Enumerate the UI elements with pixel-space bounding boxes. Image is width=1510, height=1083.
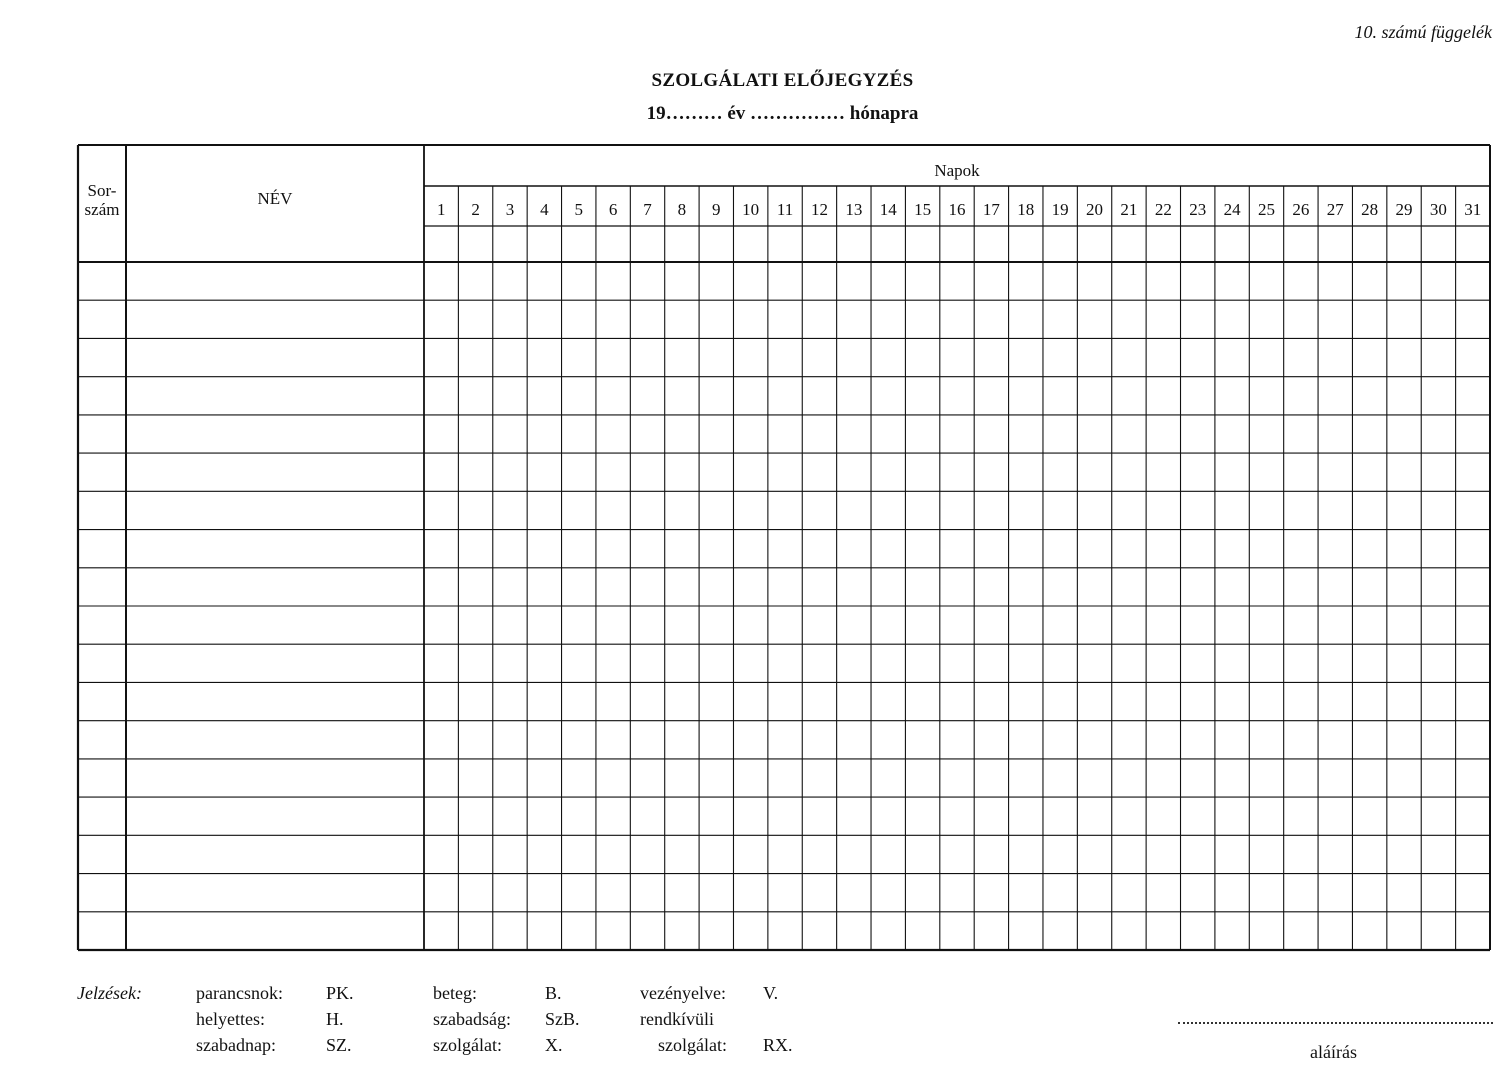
legend-item-sick-code: B. bbox=[545, 983, 562, 1003]
legend-item-extra-service-code: RX. bbox=[763, 1035, 793, 1055]
signature-line[interactable] bbox=[1178, 1022, 1493, 1024]
legend-item-deputy-code: H. bbox=[326, 1009, 344, 1029]
sorszam-header-line1: Sor- bbox=[87, 181, 117, 200]
legend-item-service-text: szolgálat: bbox=[433, 1035, 502, 1055]
day-number-label: 29 bbox=[1395, 200, 1413, 219]
day-number-label: 20 bbox=[1086, 200, 1104, 219]
form-title: SZOLGÁLATI ELŐJEGYZÉS bbox=[651, 70, 914, 91]
day-number-label: 27 bbox=[1326, 200, 1344, 219]
day-number-label: 18 bbox=[1017, 200, 1035, 219]
napok-header: Napok bbox=[934, 161, 980, 180]
legend-item-service-code: X. bbox=[545, 1035, 563, 1055]
day-number-label: 26 bbox=[1292, 200, 1310, 219]
day-number-label: 30 bbox=[1429, 200, 1447, 219]
legend-label: Jelzések: bbox=[77, 983, 142, 1003]
day-number-label: 19 bbox=[1051, 200, 1069, 219]
legend-item-extra-text: rendkívüli bbox=[640, 1009, 714, 1029]
legend-item-deputy-text: helyettes: bbox=[196, 1009, 265, 1029]
name-header: NÉV bbox=[257, 189, 293, 208]
day-number-label: 15 bbox=[914, 200, 932, 219]
signature-label: aláírás bbox=[1310, 1042, 1357, 1062]
day-number-label: 24 bbox=[1223, 200, 1241, 219]
legend-item-assigned-code: V. bbox=[763, 983, 779, 1003]
day-number-label: 13 bbox=[845, 200, 863, 219]
day-number-label: 4 bbox=[540, 200, 549, 219]
legend-item-dayoff-code: SZ. bbox=[326, 1035, 352, 1055]
day-number-label: 9 bbox=[712, 200, 721, 219]
day-number-label: 14 bbox=[879, 200, 897, 219]
appendix-label: 10. számú függelék bbox=[1354, 22, 1492, 42]
day-number-label: 7 bbox=[643, 200, 652, 219]
sorszam-header-line2: szám bbox=[84, 200, 120, 219]
legend-item-commander-text: parancsnok: bbox=[196, 983, 283, 1003]
day-number-label: 6 bbox=[608, 200, 618, 219]
day-number-label: 16 bbox=[948, 200, 966, 219]
legend-item-vacation-text: szabadság: bbox=[433, 1009, 511, 1029]
legend-item-sick-text: beteg: bbox=[433, 983, 477, 1003]
day-number-label: 2 bbox=[471, 200, 480, 219]
day-number-label: 11 bbox=[776, 200, 794, 219]
form-subtitle: 19……… év …………… hónapra bbox=[646, 103, 919, 124]
day-number-label: 28 bbox=[1361, 200, 1379, 219]
legend-item-commander-code: PK. bbox=[326, 983, 354, 1003]
day-number-label: 5 bbox=[574, 200, 583, 219]
day-number-label: 8 bbox=[677, 200, 687, 219]
day-number-label: 21 bbox=[1120, 200, 1138, 219]
day-number-label: 3 bbox=[505, 200, 515, 219]
day-number-label: 12 bbox=[810, 200, 828, 219]
day-number-label: 17 bbox=[982, 200, 1000, 219]
day-number-label: 23 bbox=[1189, 200, 1207, 219]
legend-item-assigned-text: vezényelve: bbox=[640, 983, 726, 1003]
day-number-label: 25 bbox=[1257, 200, 1275, 219]
legend-item-vacation-code: SzB. bbox=[545, 1009, 580, 1029]
day-number-label: 10 bbox=[742, 200, 760, 219]
day-number-label: 1 bbox=[436, 200, 446, 219]
day-number-label: 31 bbox=[1464, 200, 1482, 219]
legend-item-dayoff-text: szabadnap: bbox=[196, 1035, 276, 1055]
legend-item-extra-service-text: szolgálat: bbox=[658, 1035, 727, 1055]
day-number-label: 22 bbox=[1154, 200, 1172, 219]
